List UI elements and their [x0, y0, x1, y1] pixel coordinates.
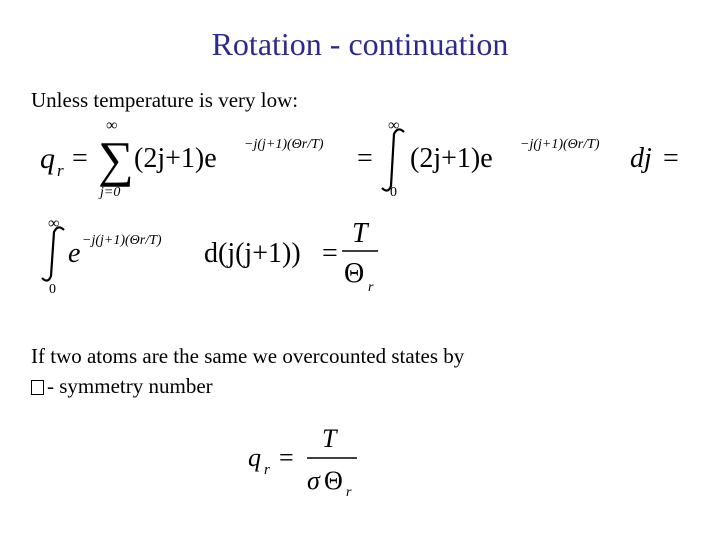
eq3-lhs: q [248, 443, 261, 472]
eq1-dj: dj [630, 143, 652, 174]
eq2-int-upper: ∞ [48, 215, 60, 232]
eq3-equals: = [279, 443, 294, 472]
eq1-sigma: ∑ [98, 131, 134, 187]
eq1-int-exponent: −j(j+1)(Θr/T) [520, 137, 600, 152]
eq1-lhs: q [40, 142, 55, 175]
eq1-sum-lower: j=0 [100, 185, 121, 200]
eq2-equals: = [322, 238, 338, 269]
eq1-sum-upper: ∞ [106, 117, 118, 134]
eq1-integral-sign [382, 129, 404, 190]
equation-partition-sum [40, 117, 679, 200]
symmetry-text-line2-wrap [31, 374, 213, 399]
eq2-integral-sign [42, 227, 64, 280]
eq1-exponent: −j(j+1)(Θr/T) [244, 137, 324, 152]
eq2-differential: d(j(j+1)) [204, 238, 301, 269]
slide-title: Rotation - continuation [211, 26, 509, 62]
missing-glyph-box-icon [31, 380, 44, 395]
eq2-numerator: T [352, 218, 368, 249]
equation-integral-result [42, 215, 378, 297]
eq2-denominator: Θ [344, 258, 365, 289]
eq3-denominator-sub: r [346, 485, 352, 500]
symmetry-text-line1: If two atoms are the same we overcounted states by [31, 344, 465, 368]
eq1-equals: = [72, 143, 88, 174]
eq1-integrand: (2j+1)e [410, 143, 493, 174]
eq3-numerator: T [322, 424, 337, 453]
eq1-equals-2: = [357, 143, 373, 174]
eq2-int-lower: 0 [49, 282, 56, 297]
eq1-trailing-equals: = [663, 143, 679, 174]
eq2-exponent: −j(j+1)(Θr/T) [82, 233, 162, 248]
eq1-lhs-sub: r [57, 161, 64, 180]
intro-text: Unless temperature is very low: [31, 88, 299, 112]
eq2-denominator-sub: r [368, 280, 374, 295]
eq1-term: (2j+1)e [134, 143, 217, 174]
eq3-sigma: σ [307, 466, 320, 495]
eq3-denominator: Θ [324, 466, 343, 495]
equation-symmetry-number [248, 424, 357, 500]
eq1-int-lower: 0 [390, 185, 397, 200]
eq1-int-upper: ∞ [388, 117, 400, 134]
eq2-integrand: e [68, 238, 81, 269]
eq3-lhs-sub: r [264, 462, 270, 478]
symmetry-text-line2: - symmetry number [47, 374, 213, 398]
